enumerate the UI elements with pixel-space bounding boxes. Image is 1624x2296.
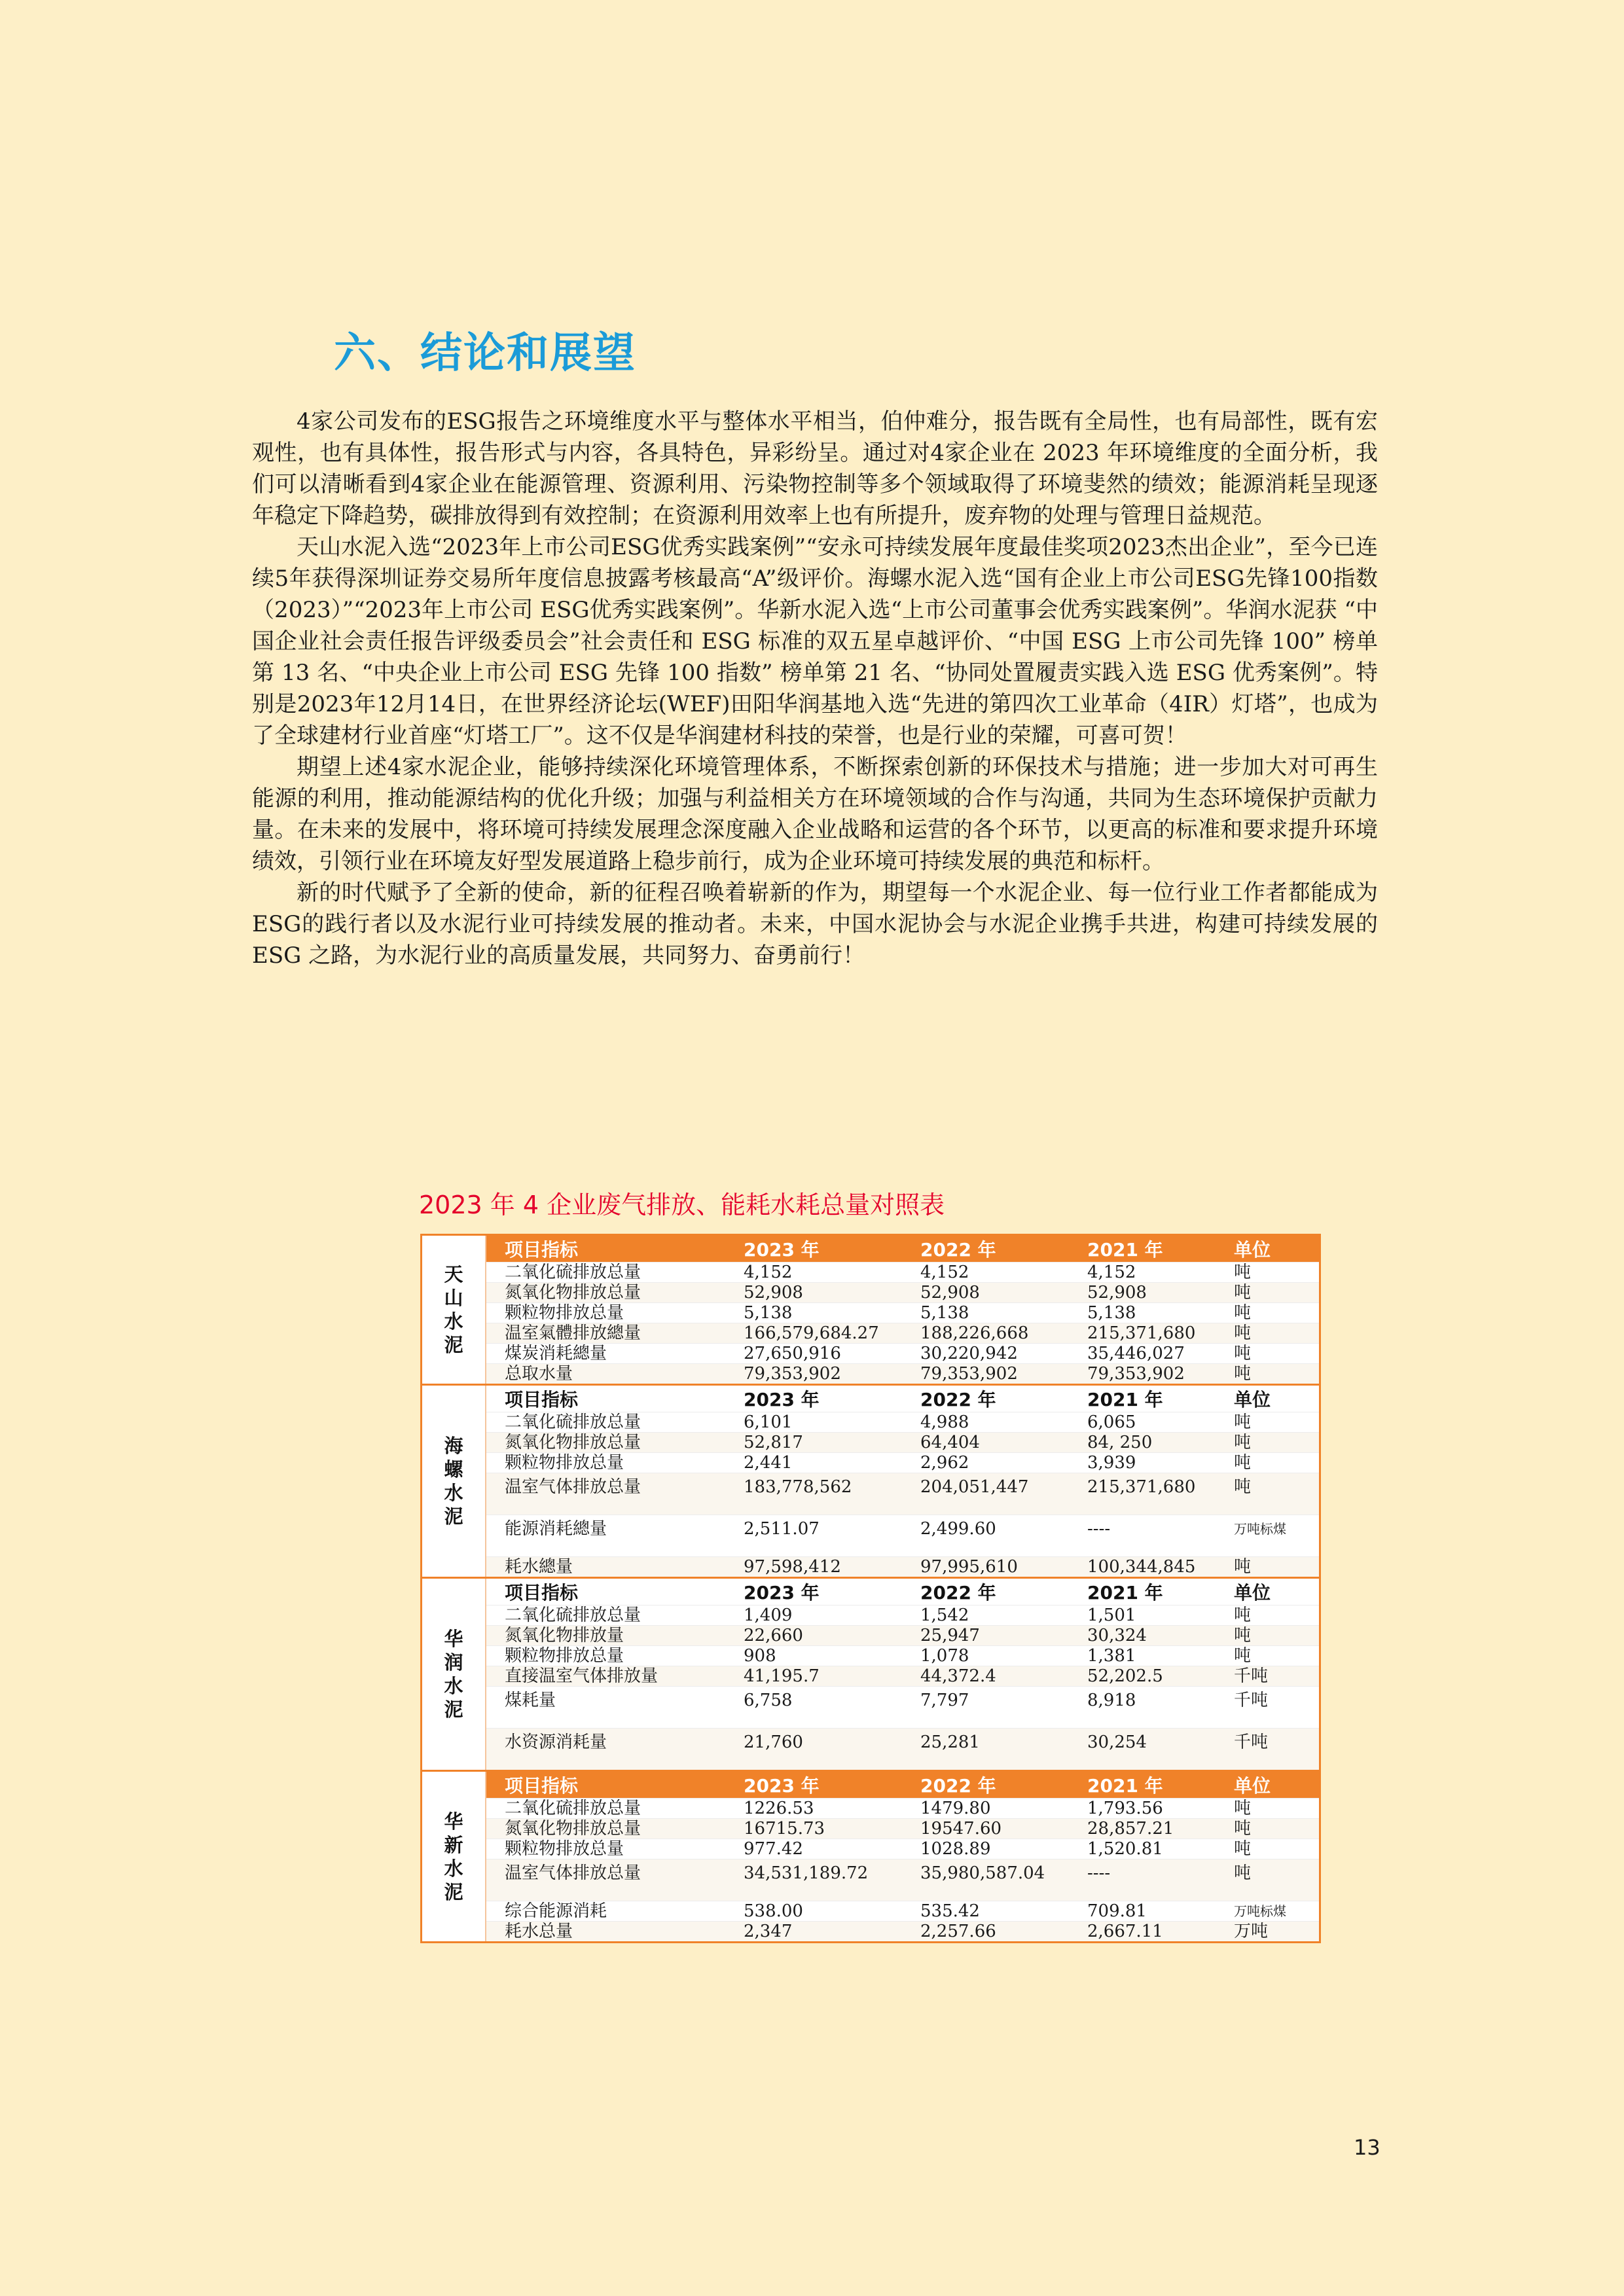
- table-cell: 吨: [1234, 1646, 1252, 1666]
- table-cell: 1,381: [1087, 1646, 1136, 1666]
- table-cell: 183,778,562: [744, 1477, 852, 1497]
- table-cell: 2,667.11: [1087, 1922, 1163, 1941]
- table-cell: 100,344,845: [1087, 1557, 1196, 1577]
- table-row: [486, 1473, 1319, 1515]
- table-cell: 538.00: [744, 1901, 803, 1921]
- table-cell: 16715.73: [744, 1819, 825, 1839]
- table-cell: 吨: [1234, 1412, 1252, 1432]
- table-cell: 吨: [1234, 1283, 1252, 1302]
- table-cell: 215,371,680: [1087, 1477, 1196, 1497]
- table-cell: 215,371,680: [1087, 1323, 1196, 1343]
- table-cell: 7,797: [920, 1691, 969, 1710]
- table-cell: 温室气体排放总量: [505, 1863, 641, 1883]
- table-caption: 2023 年 4 企业废气排放、能耗水耗总量对照表: [419, 1191, 945, 1219]
- table-cell: 吨: [1234, 1323, 1252, 1343]
- table-cell: 吨: [1234, 1344, 1252, 1363]
- table-cell: 166,579,684.27: [744, 1323, 879, 1343]
- table-cell: 吨: [1234, 1364, 1252, 1384]
- table-cell: 52,908: [1087, 1283, 1147, 1302]
- table-cell: 氮氧化物排放总量: [505, 1819, 641, 1839]
- company-name: 华新水泥: [444, 1810, 463, 1903]
- table-header-row: [486, 1772, 1319, 1798]
- table-cell: 水资源消耗量: [505, 1732, 607, 1752]
- table-cell: 吨: [1234, 1839, 1252, 1859]
- table-cell: 6,065: [1087, 1412, 1136, 1432]
- header-cell: 2022 年: [920, 1775, 996, 1797]
- comparison-table: [420, 1234, 1321, 1943]
- table-row: [486, 1901, 1319, 1921]
- table-cell: 84, 250: [1087, 1433, 1153, 1452]
- table-cell: 1226.53: [744, 1799, 814, 1818]
- table-cell: 吨: [1234, 1453, 1252, 1473]
- table-cell: 79,353,902: [744, 1364, 841, 1384]
- company-group: [422, 1577, 1319, 1770]
- table-cell: 6,101: [744, 1412, 793, 1432]
- table-cell: 颗粒物排放总量: [505, 1303, 624, 1323]
- table-cell: 44,372.4: [920, 1666, 996, 1686]
- table-cell: 氮氧化物排放总量: [505, 1433, 641, 1452]
- paragraph: 新的时代赋予了全新的使命，新的征程召唤着崭新的作为，期望每一个水泥企业、每一位行业工作者都能成为ESG的践行者以及水泥行业可持续发展的推动者。未来，中国水泥协会与水泥企业携手共进，构建可持续发展的 ESG 之路，为水泥行业的高质量发展，共同努力、奋勇前行！: [252, 880, 1378, 969]
- table-cell: 直接温室气体排放量: [505, 1666, 659, 1686]
- table-cell: 二氧化硫排放总量: [505, 1263, 641, 1282]
- paragraph: 4家公司发布的ESG报告之环境维度水平与整体水平相当，伯仲难分，报告既有全局性，也有局部性，既有宏观性，也有具体性，报告形式与内容，各具特色，异彩纷呈。通过对4家企业在 2023 年环境维度的全面分析，我们可以清晰看到4家企业在能源管理、资源利用、污染物控制等多个领域取得了环境斐然的绩效；能源消耗呈现逐年稳定下降趋势，碳排放得到有效控制；在资源利用效率上也有所提升，废弃物的处理与管理日益规范。: [252, 408, 1378, 529]
- table-cell: 吨: [1234, 1477, 1252, 1497]
- header-cell: 2023 年: [744, 1389, 820, 1410]
- table-cell: 耗水总量: [505, 1922, 573, 1941]
- table-cell: 2,511.07: [744, 1519, 820, 1539]
- header-cell: 2022 年: [920, 1389, 996, 1410]
- table-cell: 吨: [1234, 1863, 1252, 1883]
- table-row: [486, 1556, 1319, 1577]
- table-cell: 万吨标煤: [1234, 1903, 1286, 1919]
- company-label-cell: [422, 1579, 486, 1770]
- company-name: 天山水泥: [444, 1263, 463, 1356]
- table-cell: 19547.60: [920, 1819, 1002, 1839]
- table-cell: 1,520.81: [1087, 1839, 1163, 1859]
- table-cell: 温室气体排放总量: [505, 1477, 641, 1497]
- table-cell: 能源消耗總量: [505, 1519, 607, 1539]
- table-row: [486, 1605, 1319, 1625]
- company-label-cell: [422, 1772, 486, 1941]
- table-row: [486, 1921, 1319, 1941]
- table-cell: 氮氧化物排放总量: [505, 1283, 641, 1302]
- table-header-row: [486, 1236, 1319, 1262]
- table-cell: 颗粒物排放总量: [505, 1839, 624, 1859]
- table-cell: 吨: [1234, 1819, 1252, 1839]
- table-cell: 吨: [1234, 1433, 1252, 1452]
- table-cell: 二氧化硫排放总量: [505, 1412, 641, 1432]
- header-cell: 2023 年: [744, 1239, 820, 1261]
- table-cell: 温室氣體排放總量: [505, 1323, 641, 1343]
- table-cell: 煤耗量: [505, 1691, 556, 1710]
- table-cell: 煤炭消耗總量: [505, 1344, 607, 1363]
- header-cell: 2021 年: [1087, 1775, 1163, 1797]
- table-cell: 吨: [1234, 1605, 1252, 1625]
- table-cell: 52,202.5: [1087, 1666, 1163, 1686]
- body-text: [252, 406, 1378, 971]
- table-cell: 5,138: [920, 1303, 969, 1323]
- table-header-row: [486, 1579, 1319, 1605]
- table-header-row: [486, 1386, 1319, 1412]
- paragraph: 期望上述4家水泥企业，能够持续深化环境管理体系，不断探索创新的环保技术与措施；进一步加大对可再生能源的利用，推动能源结构的优化升级；加强与利益相关方在环境领域的合作与沟通，共同为生态环境保护贡献力量。在未来的发展中，将环境可持续发展理念深度融入企业战略和运营的各个环节，以更高的标准和要求提升环境绩效，引领行业在环境友好型发展道路上稳步前行，成为企业环境可持续发展的典范和标杆。: [252, 754, 1378, 874]
- paragraph: 天山水泥入选“2023年上市公司ESG优秀实践案例”“安永可持续发展年度最佳奖项2023杰出企业”，至今已连续5年获得深圳证券交易所年度信息披露考核最高“A”级评价。海螺水泥入选“国有企业上市公司ESG先锋100指数（2023）”“2023年上市公司 ESG优秀实践案例”。华新水泥入选“上市公司董事会优秀实践案例”。华润水泥获 “中国企业社会责任报告评级委员会”社会责任和 ESG 标准的双五星卓越评价、“中国 ESG 上市公司先锋 100” 榜单第 13 名、“中央企业上市公司 ESG 先锋 100 指数” 榜单第 21 名、“协同处置履责实践入选 ESG 优秀案例”。特别是2023年12月14日，在世界经济论坛(WEF)田阳华润基地入选“先进的第四次工业革命（4IR）灯塔”，也成为了全球建材行业首座“灯塔工厂”。这不仅是华润建材科技的荣誉，也是行业的荣耀，可喜可贺！: [252, 534, 1378, 749]
- table-cell: 万吨标煤: [1234, 1521, 1286, 1537]
- table-cell: 万吨: [1234, 1922, 1269, 1941]
- table-cell: 综合能源消耗: [505, 1901, 607, 1921]
- table-cell: 3,939: [1087, 1453, 1136, 1473]
- table-cell: 21,760: [744, 1732, 803, 1752]
- table-row: [486, 1798, 1319, 1818]
- table-cell: 8,918: [1087, 1691, 1136, 1710]
- company-name: 华润水泥: [444, 1628, 463, 1721]
- table-cell: 4,152: [920, 1263, 969, 1282]
- table-row: [486, 1859, 1319, 1901]
- table-cell: ----: [1087, 1519, 1111, 1539]
- header-cell: 2021 年: [1087, 1389, 1163, 1410]
- table-cell: 30,220,942: [920, 1344, 1018, 1363]
- table-cell: 总取水量: [505, 1364, 573, 1384]
- table-cell: 1,793.56: [1087, 1799, 1163, 1818]
- section-heading: 六、结论和展望: [334, 329, 636, 378]
- table-row: [486, 1412, 1319, 1432]
- table-row: [486, 1645, 1319, 1666]
- table-row: [486, 1625, 1319, 1645]
- table-cell: 535.42: [920, 1901, 980, 1921]
- table-cell: 97,995,610: [920, 1557, 1018, 1577]
- company-group: [422, 1770, 1319, 1941]
- table-cell: 吨: [1234, 1303, 1252, 1323]
- table-cell: 204,051,447: [920, 1477, 1029, 1497]
- table-cell: 2,257.66: [920, 1922, 996, 1941]
- company-group: [422, 1384, 1319, 1577]
- company-label-cell: [422, 1386, 486, 1577]
- table-row: [486, 1282, 1319, 1302]
- table-cell: 79,353,902: [1087, 1364, 1185, 1384]
- table-cell: 颗粒物排放总量: [505, 1646, 624, 1666]
- table-cell: 30,324: [1087, 1626, 1147, 1645]
- table-cell: 41,195.7: [744, 1666, 820, 1686]
- page-number: 13: [1354, 2135, 1380, 2160]
- header-cell: 单位: [1234, 1389, 1271, 1410]
- company-group: [422, 1236, 1319, 1384]
- table-cell: 千吨: [1234, 1691, 1269, 1710]
- table-cell: 1,501: [1087, 1605, 1136, 1625]
- company-name: 海螺水泥: [444, 1435, 463, 1528]
- table-cell: ----: [1087, 1863, 1111, 1883]
- table-cell: 2,441: [744, 1453, 793, 1473]
- table-cell: 4,152: [1087, 1263, 1136, 1282]
- header-cell: 2022 年: [920, 1239, 996, 1261]
- table-cell: 1479.80: [920, 1799, 991, 1818]
- table-cell: 30,254: [1087, 1732, 1147, 1752]
- table-row: [486, 1515, 1319, 1556]
- table-cell: 22,660: [744, 1626, 803, 1645]
- table-cell: 氮氧化物排放量: [505, 1626, 624, 1645]
- table-row: [486, 1302, 1319, 1323]
- table-row: [486, 1666, 1319, 1686]
- table-cell: 52,817: [744, 1433, 803, 1452]
- table-row: [486, 1323, 1319, 1343]
- header-cell: 项目指标: [505, 1239, 579, 1261]
- company-label-cell: [422, 1236, 486, 1384]
- table-cell: 27,650,916: [744, 1344, 841, 1363]
- table-cell: 6,758: [744, 1691, 793, 1710]
- table-row: [486, 1839, 1319, 1859]
- header-cell: 2021 年: [1087, 1582, 1163, 1604]
- table-cell: 千吨: [1234, 1732, 1269, 1752]
- table-cell: 千吨: [1234, 1666, 1269, 1686]
- header-cell: 2023 年: [744, 1582, 820, 1604]
- table-cell: 5,138: [744, 1303, 793, 1323]
- table-cell: 25,281: [920, 1732, 980, 1752]
- table-cell: 耗水總量: [505, 1557, 573, 1577]
- table-cell: 97,598,412: [744, 1557, 841, 1577]
- table-cell: 吨: [1234, 1557, 1252, 1577]
- table-row: [486, 1452, 1319, 1473]
- table-cell: 79,353,902: [920, 1364, 1018, 1384]
- table-cell: 35,980,587.04: [920, 1863, 1045, 1883]
- header-cell: 2023 年: [744, 1775, 820, 1797]
- table-cell: 2,347: [744, 1922, 793, 1941]
- header-cell: 项目指标: [505, 1389, 579, 1410]
- table-cell: 二氧化硫排放总量: [505, 1605, 641, 1625]
- header-cell: 2022 年: [920, 1582, 996, 1604]
- table-cell: 34,531,189.72: [744, 1863, 869, 1883]
- table-cell: 908: [744, 1646, 776, 1666]
- table-cell: 吨: [1234, 1263, 1252, 1282]
- table-row: [486, 1262, 1319, 1282]
- table-cell: 4,988: [920, 1412, 969, 1432]
- table-cell: 188,226,668: [920, 1323, 1029, 1343]
- table-cell: 2,962: [920, 1453, 969, 1473]
- table-cell: 4,152: [744, 1263, 793, 1282]
- table-row: [486, 1728, 1319, 1770]
- table-row: [486, 1686, 1319, 1728]
- table-cell: 25,947: [920, 1626, 980, 1645]
- table-cell: 709.81: [1087, 1901, 1147, 1921]
- table-cell: 52,908: [920, 1283, 980, 1302]
- table-cell: 977.42: [744, 1839, 803, 1859]
- header-cell: 单位: [1234, 1775, 1271, 1797]
- table-cell: 1,078: [920, 1646, 969, 1666]
- table-row: [486, 1343, 1319, 1363]
- table-cell: 28,857.21: [1087, 1819, 1174, 1839]
- header-cell: 单位: [1234, 1239, 1271, 1261]
- table-cell: 吨: [1234, 1799, 1252, 1818]
- table-cell: 颗粒物排放总量: [505, 1453, 624, 1473]
- header-cell: 单位: [1234, 1582, 1271, 1604]
- table-cell: 64,404: [920, 1433, 980, 1452]
- header-cell: 项目指标: [505, 1775, 579, 1797]
- table-row: [486, 1363, 1319, 1384]
- table-cell: 35,446,027: [1087, 1344, 1185, 1363]
- header-cell: 2021 年: [1087, 1239, 1163, 1261]
- table-cell: 2,499.60: [920, 1519, 996, 1539]
- table-cell: 1028.89: [920, 1839, 991, 1859]
- table-cell: 二氧化硫排放总量: [505, 1799, 641, 1818]
- table-cell: 1,409: [744, 1605, 793, 1625]
- table-row: [486, 1818, 1319, 1839]
- table-cell: 1,542: [920, 1605, 969, 1625]
- table-cell: 52,908: [744, 1283, 803, 1302]
- table-cell: 5,138: [1087, 1303, 1136, 1323]
- table-cell: 吨: [1234, 1626, 1252, 1645]
- table-row: [486, 1432, 1319, 1452]
- header-cell: 项目指标: [505, 1582, 579, 1604]
